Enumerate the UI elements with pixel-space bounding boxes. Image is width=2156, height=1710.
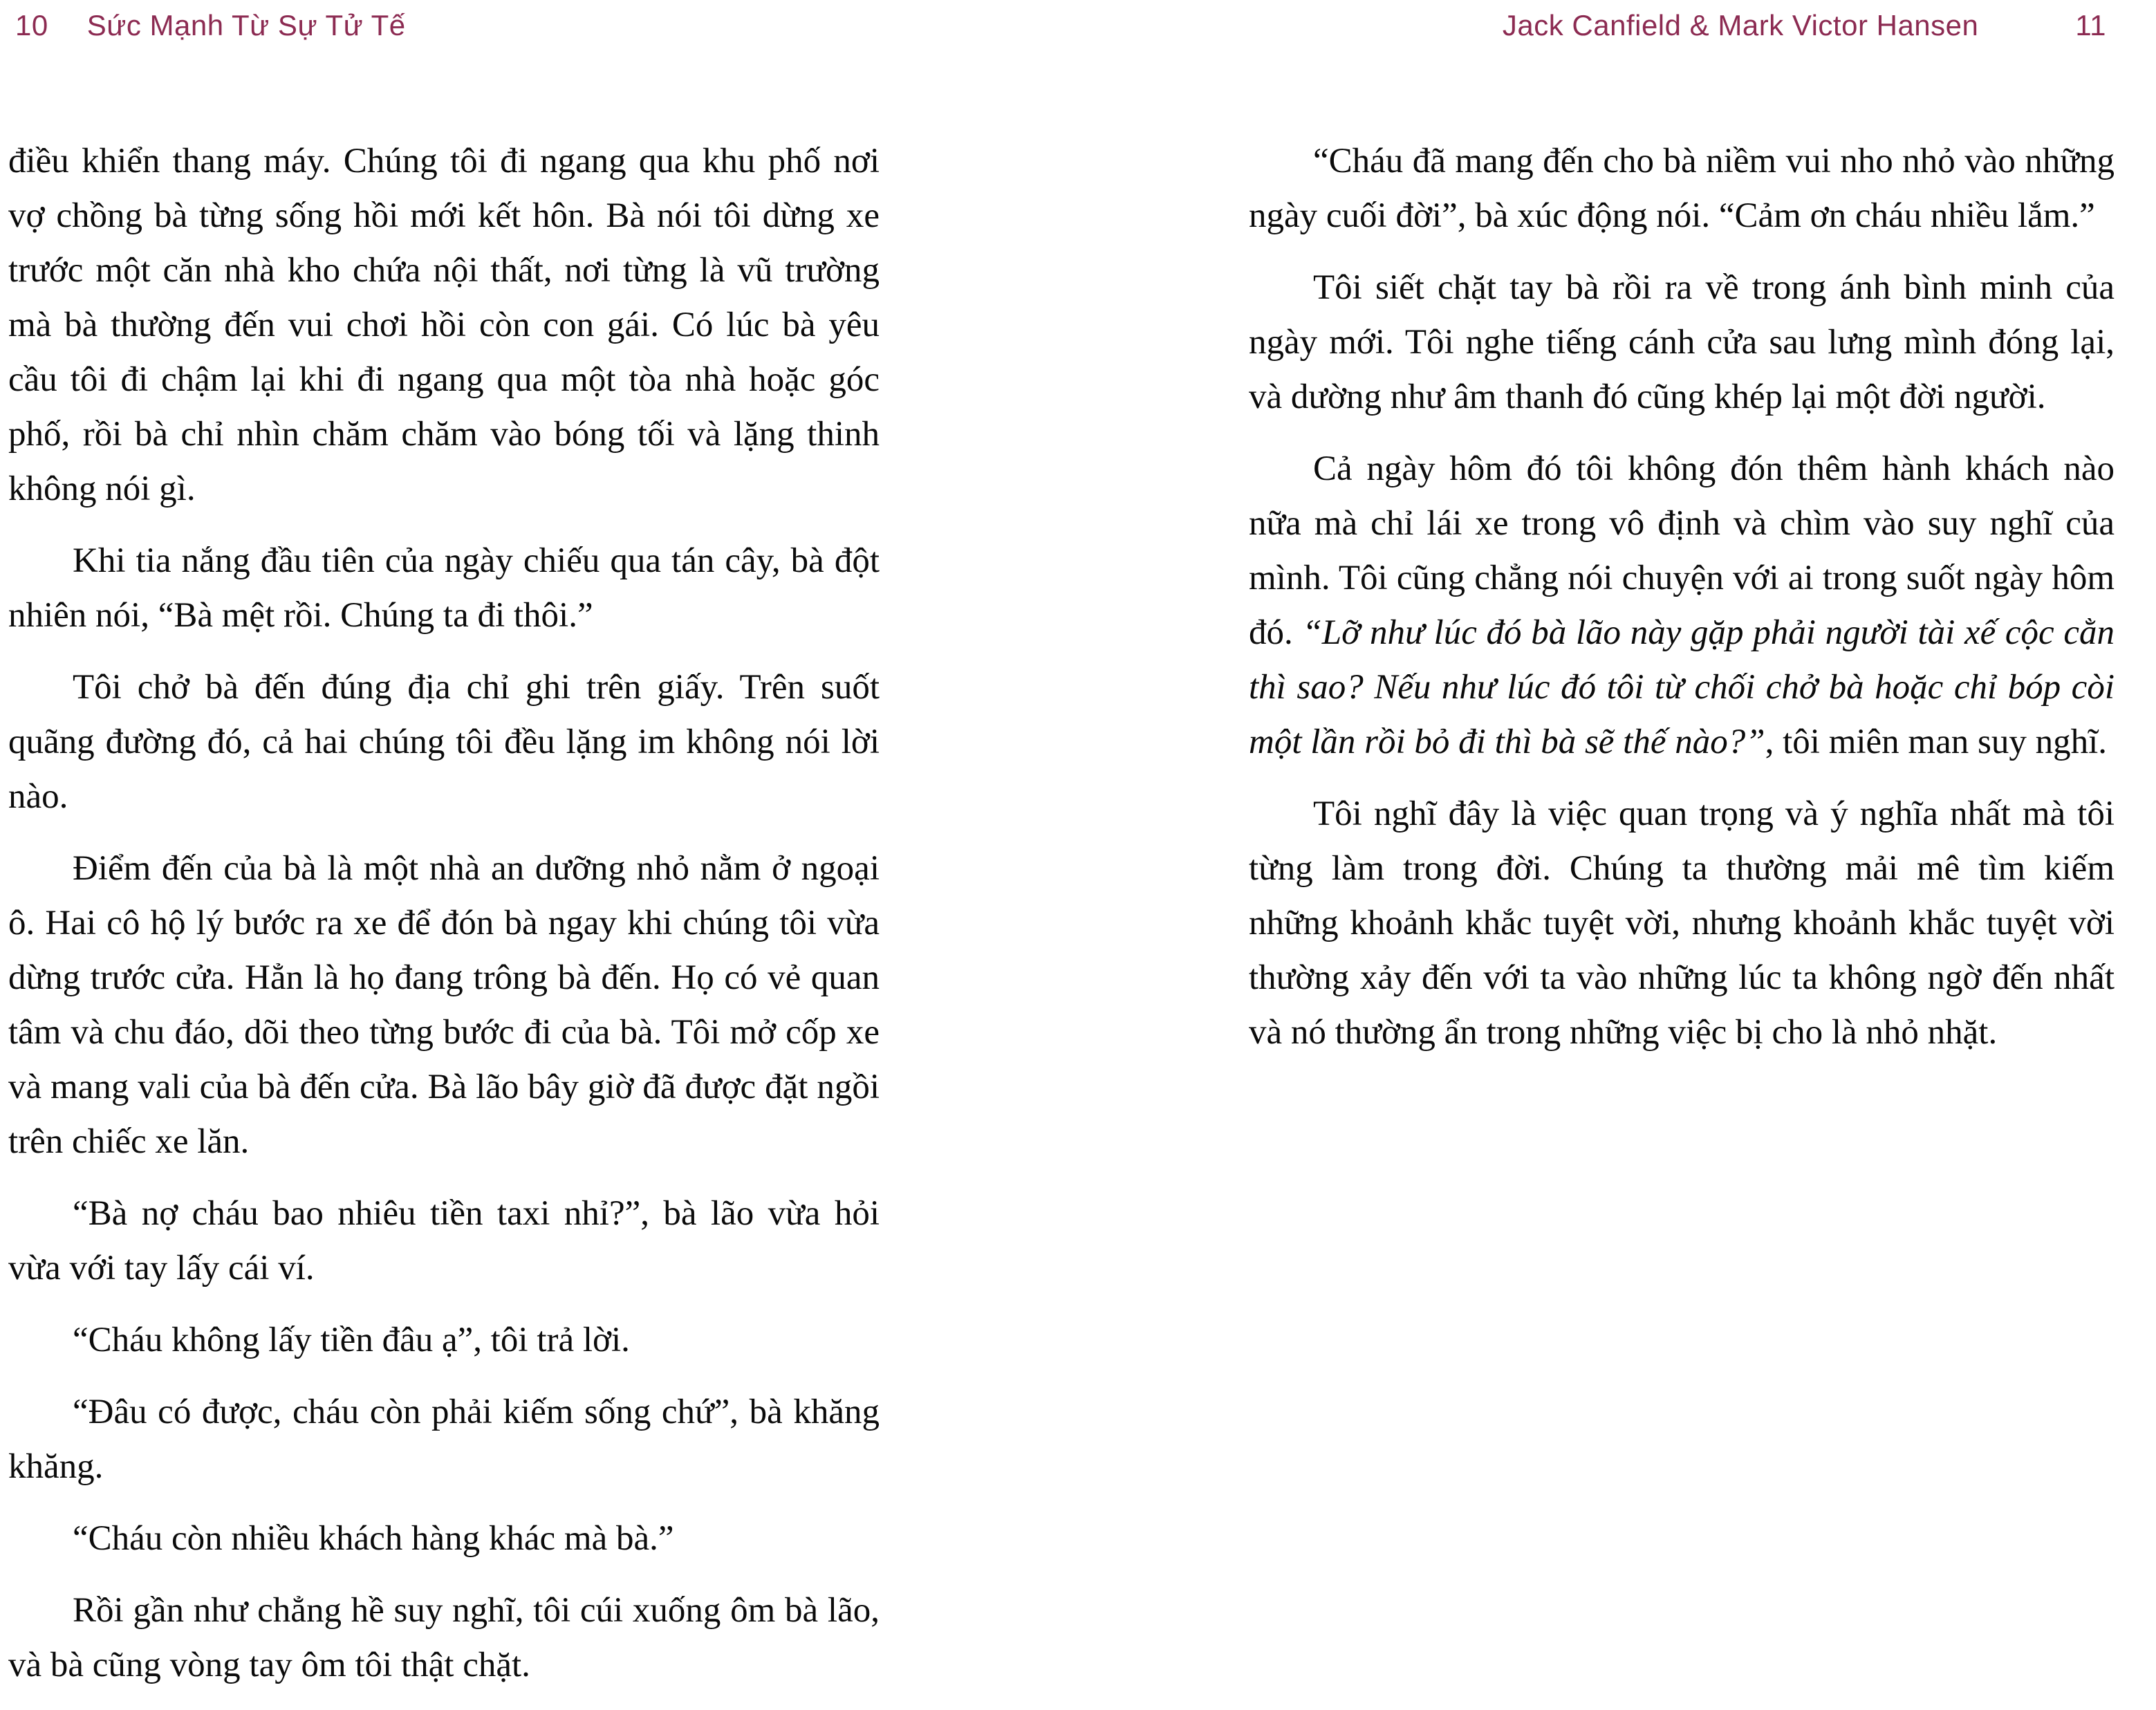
paragraph xyxy=(8,1583,880,1693)
text-run: Điểm đến của bà là một nhà an dưỡng nhỏ nằm ở ngoại ô. Hai cô hộ lý bước ra xe để đón bà ngay khi chúng tôi vừa dừng trước cửa. Hẳn là họ đang trông bà đến. Họ có vẻ quan tâm và chu đáo, dõi theo từng bước đi của bà. Tôi mở cốp xe và mang vali của bà đến cửa. Bà lão bây giờ đã được đặt ngồi trên chiếc xe lăn. xyxy=(8,849,880,1161)
paragraph xyxy=(8,134,880,517)
text-run: Cả ngày hôm đó tôi không đón thêm hành khách nào nữa mà chỉ lái xe trong vô định và chìm vào suy nghĩ của mình. Tôi cũng chẳng nói chuyện với ai trong suốt ngày hôm đó. xyxy=(1249,449,2115,652)
left-page-number: 10 xyxy=(15,9,48,41)
paragraph xyxy=(1249,442,2115,770)
paragraph xyxy=(8,1313,880,1368)
paragraph xyxy=(8,1187,880,1296)
paragraph xyxy=(8,842,880,1169)
text-run: “Cháu không lấy tiền đâu ạ”, tôi trả lời. xyxy=(73,1321,630,1359)
text-run: Tôi siết chặt tay bà rồi ra về trong ánh bình minh của ngày mới. Tôi nghe tiếng cánh cửa sau lưng mình đóng lại, và dường như âm thanh đó cũng khép lại một đời người. xyxy=(1249,268,2115,416)
italic-text-run: “Lỡ như lúc đó bà lão này gặp phải người tài xế cộc cằn thì sao? Nếu như lúc đó tôi từ chối chở bà hoặc chỉ bóp còi một lần rồi bỏ đi thì bà sẽ thế nào?” xyxy=(1249,613,2115,761)
running-header-right xyxy=(1249,8,2106,43)
paragraph xyxy=(1249,787,2115,1060)
right-page-number: 11 xyxy=(2075,9,2106,41)
paragraph xyxy=(8,534,880,643)
text-run: điều khiển thang máy. Chúng tôi đi ngang qua khu phố nơi vợ chồng bà từng sống hồi mới kết hôn. Bà nói tôi dừng xe trước một căn nhà kho chứa nội thất, nơi từng là vũ trường mà bà thường đến vui chơi hồi còn con gái. Có lúc bà yêu cầu tôi đi chậm lại khi đi ngang qua một tòa nhà hoặc góc phố, rồi bà chỉ nhìn chăm chăm vào bóng tối và lặng thinh không nói gì. xyxy=(8,142,880,508)
text-run: Tôi nghĩ đây là việc quan trọng và ý nghĩa nhất mà tôi từng làm trong đời. Chúng ta thường mải mê tìm kiếm những khoảnh khắc tuyệt vời, nhưng khoảnh khắc tuyệt vời thường xảy đến với ta vào những lúc ta không ngờ đến nhất và nó thường ẩn trong những việc bị cho là nhỏ nhặt. xyxy=(1249,794,2115,1052)
paragraph xyxy=(8,1385,880,1494)
paragraph xyxy=(8,1512,880,1566)
text-run: , tôi miên man suy nghĩ. xyxy=(1765,723,2107,761)
text-run: “Cháu đã mang đến cho bà niềm vui nho nhỏ vào những ngày cuối đời”, bà xúc động nói. “Cảm ơn cháu nhiều lắm.” xyxy=(1249,142,2115,235)
paragraph xyxy=(1249,134,2115,243)
right-page-text-column xyxy=(1249,134,2115,1077)
text-run: Khi tia nắng đầu tiên của ngày chiếu qua tán cây, bà đột nhiên nói, “Bà mệt rồi. Chúng ta đi thôi.” xyxy=(8,541,880,635)
authors-name: Jack Canfield & Mark Victor Hansen xyxy=(1502,9,1979,41)
book-title: Sức Mạnh Từ Sự Tử Tế xyxy=(86,9,406,41)
paragraph xyxy=(8,660,880,824)
left-page-text-column xyxy=(8,134,880,1710)
text-run: Rồi gần như chẳng hề suy nghĩ, tôi cúi xuống ôm bà lão, và bà cũng vòng tay ôm tôi thật chặt. xyxy=(8,1591,880,1684)
paragraph xyxy=(1249,261,2115,425)
text-run: Tôi chở bà đến đúng địa chỉ ghi trên giấy. Trên suốt quãng đường đó, cả hai chúng tôi đều lặng im không nói lời nào. xyxy=(8,668,880,816)
running-header-left xyxy=(15,8,406,43)
text-run: “Đâu có được, cháu còn phải kiếm sống chứ”, bà khăng khăng. xyxy=(8,1393,880,1486)
text-run: “Cháu còn nhiều khách hàng khác mà bà.” xyxy=(73,1519,674,1558)
text-run: “Bà nợ cháu bao nhiêu tiền taxi nhỉ?”, bà lão vừa hỏi vừa với tay lấy cái ví. xyxy=(8,1194,880,1288)
